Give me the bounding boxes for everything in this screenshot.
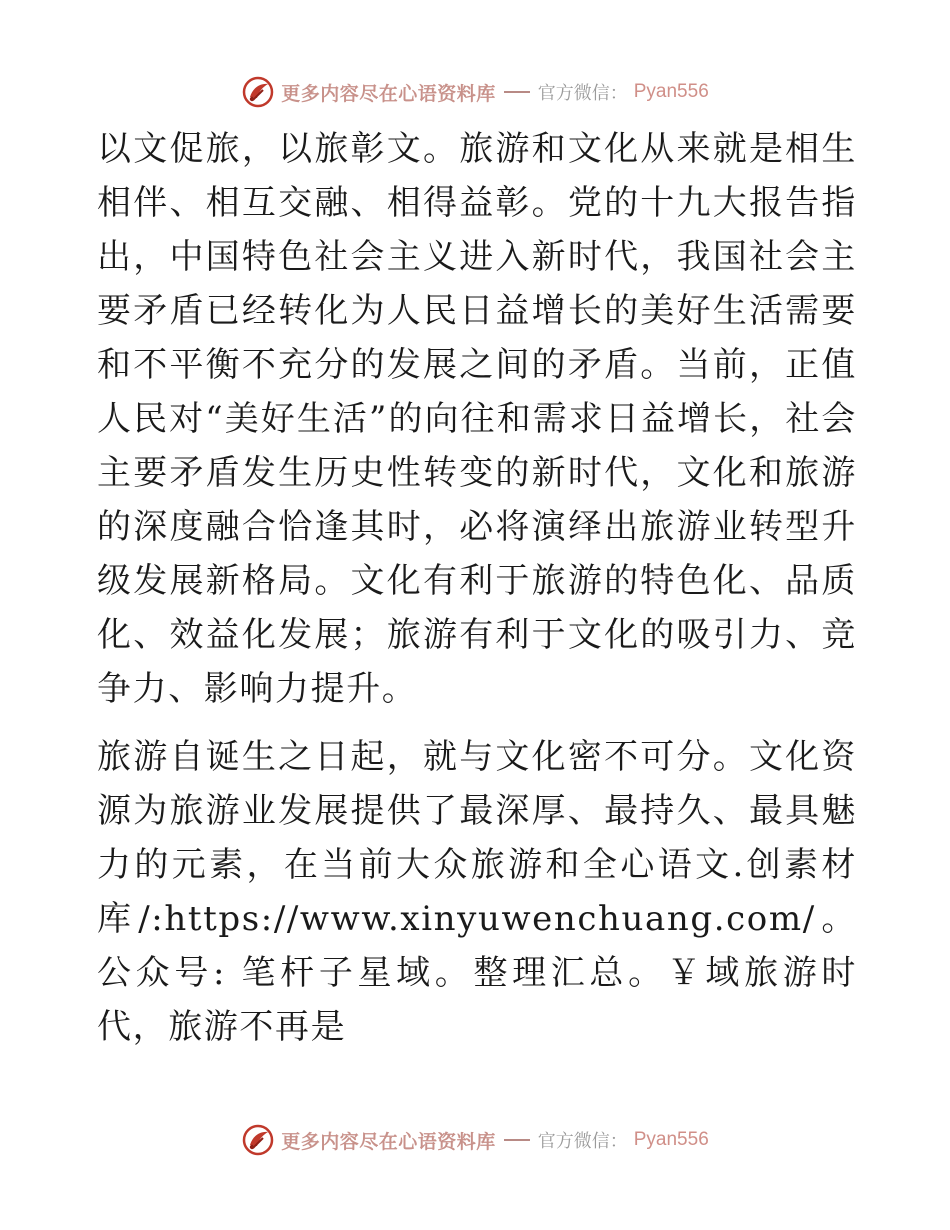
banner-slogan: 更多内容尽在心语资料库 — [281, 82, 496, 105]
wechat-id: Pyan556 — [633, 1129, 709, 1150]
brand-logo-icon — [241, 1123, 275, 1157]
brand-logo-icon — [241, 75, 275, 109]
banner-divider — [504, 91, 530, 93]
wechat-label: 官方微信： — [537, 1131, 628, 1152]
header-banner — [0, 72, 950, 112]
wechat-label: 官方微信： — [537, 83, 628, 104]
footer-banner — [0, 1120, 950, 1160]
paragraph-2: 旅游自诞生之日起，就与文化密不可分。文化资源为旅游业发展提供了最深厚、最持久、最具魅力的元素，在当前大众旅游和全心语文.创素材库/:https://www.xinyuwenchuang.com/。公众号: 笔杆子星域。整理汇总。￥域旅游时代，旅游不再是 — [97, 737, 857, 1047]
wechat-id: Pyan556 — [633, 81, 709, 102]
banner-divider — [504, 1139, 530, 1141]
document-body — [97, 122, 857, 1054]
paragraph-1: 以文促旅，以旅彰文。旅游和文化从来就是相生相伴、相互交融、相得益彰。党的十九大报告指出，中国特色社会主义进入新时代，我国社会主要矛盾已经转化为人民日益增长的美好生活需要和不平衡不充分的发展之间的矛盾。当前，正值人民对“美好生活”的向往和需求日益增长，社会主要矛盾发生历史性转变的新时代，文化和旅游的深度融合恰逢其时，必将演绎出旅游业转型升级发展新格局。文化有利于旅游的特色化、品质化、效益化发展；旅游有利于文化的吸引力、竞争力、影响力提升。 — [97, 129, 857, 709]
banner-slogan: 更多内容尽在心语资料库 — [281, 1130, 496, 1153]
